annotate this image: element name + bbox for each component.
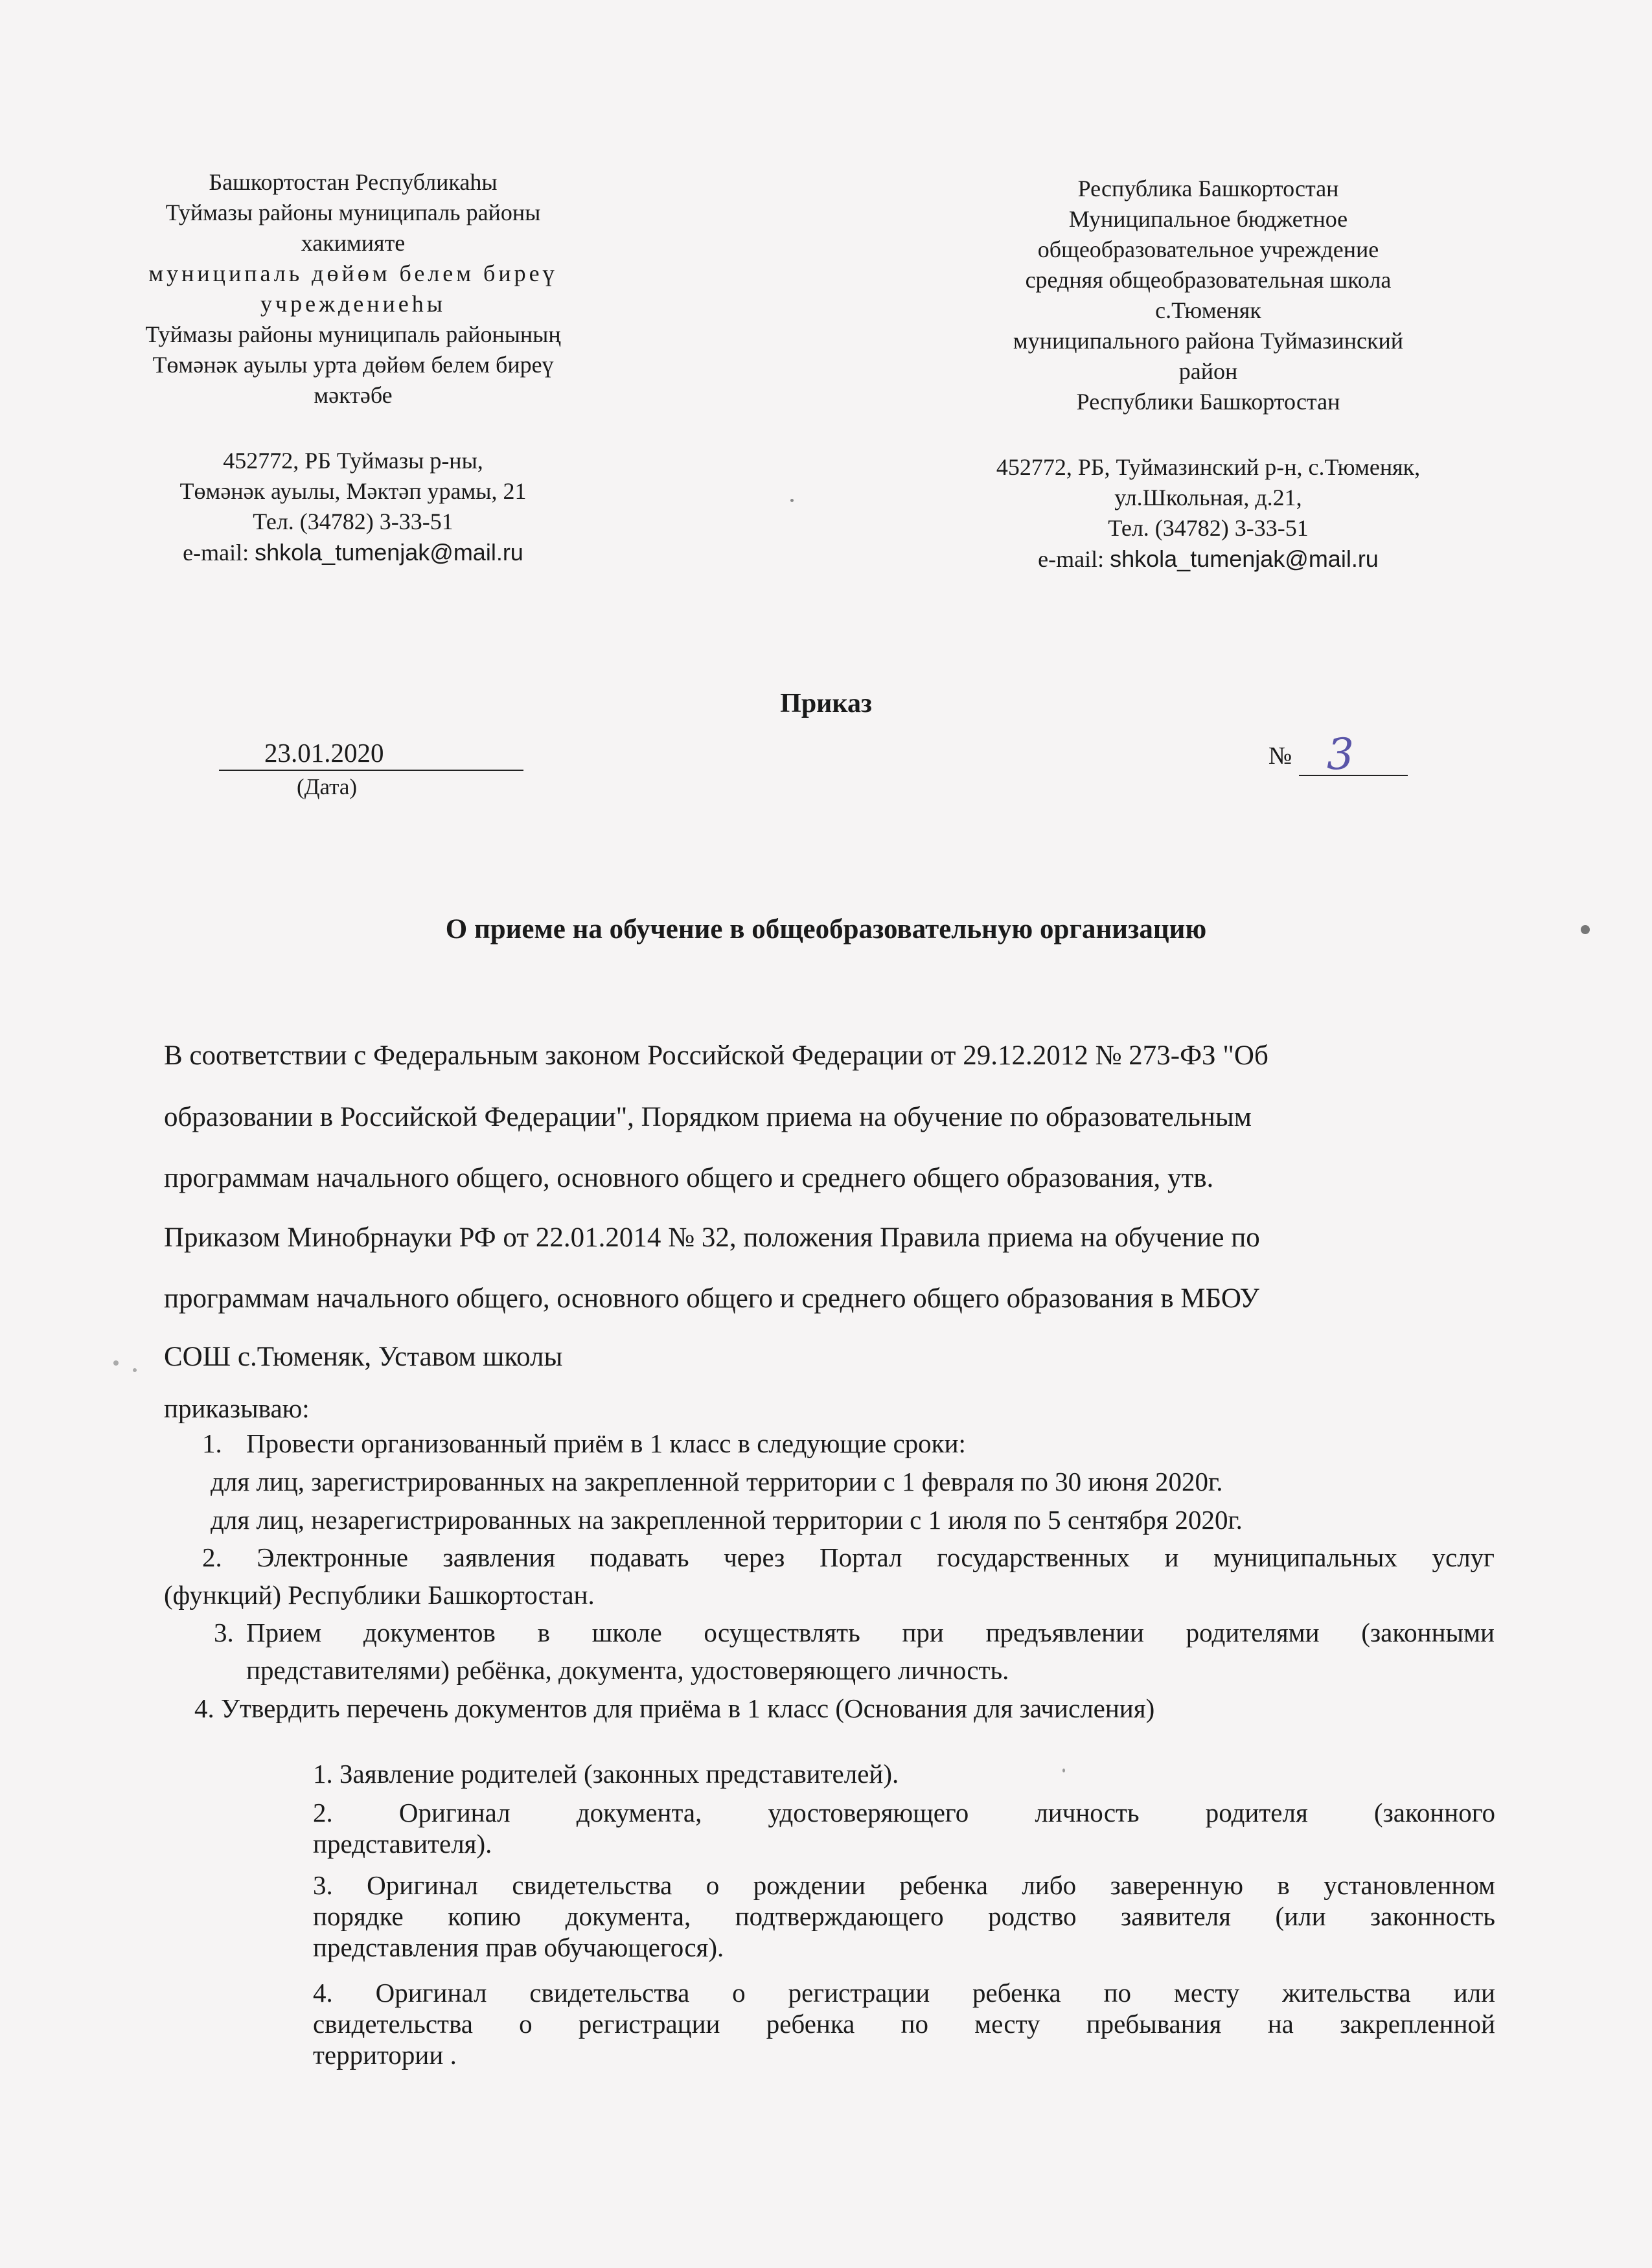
item-3-line-2: представителями) ребёнка, документа, удостоверяющего личность. [246,1655,1009,1685]
documents-list [313,1870,1495,1963]
header-right-line: средняя общеобразовательная школа [1025,267,1392,293]
documents-list [313,1797,1495,1859]
preamble-line: образовании в Российской Федерации", Порядком приема на обучение по образовательным [164,1102,1252,1132]
order-word: приказываю: [164,1393,310,1423]
date-underline [219,770,523,771]
header-left-line: Туймазы районы муниципаль районы [165,200,541,225]
preamble-line: СОШ с.Тюменяк, Уставом школы [164,1342,563,1372]
preamble-line: программам начального общего, основного общего и среднего общего образования в МБОУ [164,1283,1259,1314]
document-item: 2. Оригинал документа, удостоверяющего личность родителя (законного [313,1798,1495,1827]
header-left-address: Төмәнәк ауылы, Мәктәп урамы, 21 [179,478,527,504]
order-date: 23.01.2020 [264,738,384,768]
preamble-line: Приказом Минобрнауки РФ от 22.01.2014 № 32, положения Правила приема на обучение по [164,1222,1260,1253]
date-caption: (Дата) [297,774,358,799]
document-item: 1. Заявление родителей (законных представителей). [313,1759,899,1789]
item-3-line-1: Прием документов в школе осуществлять при предъявлении родителями (законными [246,1618,1495,1647]
scan-speck [133,1368,137,1372]
document-item-cont: территории . [313,2040,457,2070]
header-left-line: хакимияте [301,230,406,256]
scan-speck [113,1360,119,1366]
header-right-line: Муниципальное бюджетное [1068,206,1348,232]
item-1-sub-1: для лиц, зарегистрированных на закрепленной территории с 1 февраля по 30 июня 2020г. [211,1467,1223,1496]
header-right-phone: Тел. (34782) 3-33-51 [1108,515,1309,541]
document-item-cont: представления прав обучающегося). [313,1932,724,1962]
scan-speck [1581,925,1590,934]
document-item-cont: порядке копию документа, подтверждающего родство заявителя (или законность [313,1901,1495,1931]
header-right [917,174,1500,575]
document-item: 3. Оригинал свидетельства о рождении ребенка либо заверенную в установленном [313,1870,1495,1900]
item-2-line-1: 2. Электронные заявления подавать через Портал государственных и муниципальных услуг [202,1542,1495,1572]
documents-list [313,1758,1495,1789]
item-1-sub-2: для лиц, незарегистрированных на закрепленной территории с 1 июля по 5 сентября 2020г. [211,1505,1243,1535]
header-right-line: с.Тюменяк [1155,297,1261,323]
email-address: shkola_tumenjak@mail.ru [255,539,523,566]
header-right-line: общеобразовательное учреждение [1037,236,1379,262]
document-item: 4. Оригинал свидетельства о регистрации ребенка по месту жительства или [313,1978,1495,2008]
header-right-address: ул.Школьная, д.21, [1114,485,1302,510]
header-left-line: муниципаль дөйөм белем биреү [148,260,558,286]
header-left-email-line [130,537,577,568]
email-address: shkola_tumenjak@mail.ru [1110,545,1379,572]
scan-speck [1062,1769,1065,1772]
order-subject: О приеме на обучение в общеобразовательную организацию [445,914,1207,945]
header-left-line: мәктәбе [314,382,393,408]
preamble-line: программам начального общего, основного общего и среднего общего образования, утв. [164,1163,1214,1193]
item-4-text: 4. Утвердить перечень документов для приёма в 1 класс (Основания для зачисления) [194,1693,1155,1723]
email-label: e-mail: [183,540,255,566]
item-2-line-2: (функций) Республики Башкортостан. [164,1580,595,1610]
header-left-line: учреждениеһы [260,291,446,317]
header-right-line: Республика Башкортостан [1077,176,1339,201]
header-left [130,167,577,568]
header-right-line: Республики Башкортостан [1076,389,1340,415]
header-right-line: район [1178,358,1238,384]
item-1-text: Провести организованный приём в 1 класс в следующие сроки: [246,1428,966,1458]
document-item-cont: свидетельства о регистрации ребенка по месту пребывания на закрепленной [313,2009,1495,2039]
scan-speck [790,499,794,502]
documents-list [313,1977,1495,2070]
header-left-address: 452772, РБ Туймазы р-ны, [223,448,483,474]
order-number-label: № [1268,742,1292,770]
header-left-phone: Тел. (34782) 3-33-51 [253,509,453,534]
header-right-line: муниципального района Туймазинский [1013,328,1404,354]
item-1-number: 1. [202,1428,222,1458]
email-label: e-mail: [1038,546,1110,572]
order-title: Приказ [780,689,872,718]
header-right-email-line [917,544,1500,575]
header-left-line: Төмәнәк ауылы урта дөйөм белем биреү [152,352,554,378]
document-item-cont: представителя). [313,1829,492,1859]
preamble-line: В соответствии с Федеральным законом Российской Федерации от 29.12.2012 № 273-ФЗ "Об [164,1040,1268,1071]
item-3-number: 3. [214,1618,234,1647]
header-left-line: Башкортостан Республикаһы [209,169,498,195]
header-right-address: 452772, РБ, Туймазинский р-н, с.Тюменяк, [996,454,1421,480]
order-number-handwritten: 3 [1327,729,1354,779]
header-left-line: Туймазы районы муниципаль районының [145,321,561,347]
